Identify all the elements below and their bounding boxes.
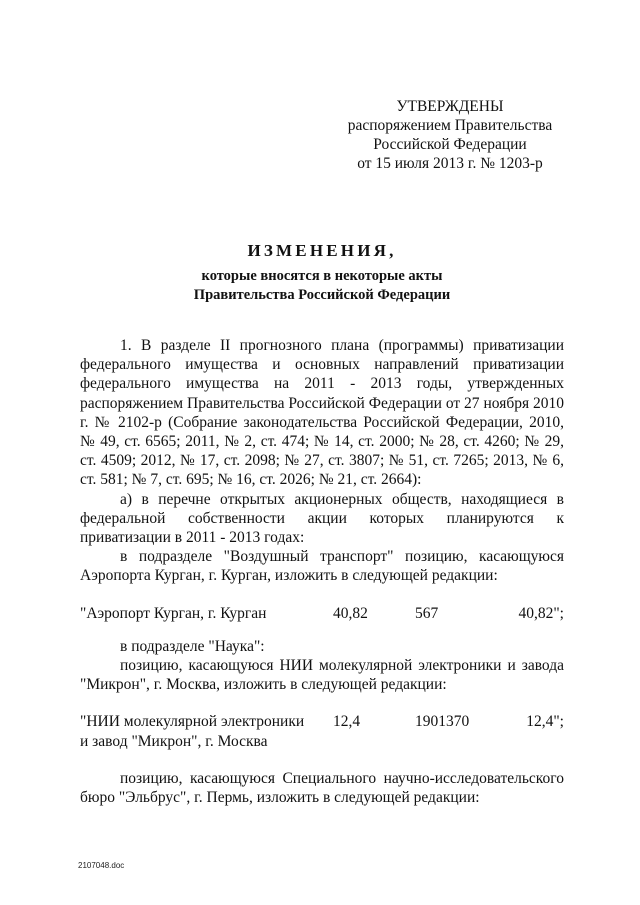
- approval-line-2: Российской Федерации: [373, 136, 527, 153]
- row-name: [80, 604, 310, 623]
- paragraph-3: в подразделе "Воздушный транспорт" позицию, касающуюся Аэропорта Курган, г. Курган, изложить в следующей редакции:: [80, 548, 564, 585]
- row-value-3: 12,4";: [526, 713, 564, 731]
- approval-line-1: распоряжением Правительства: [347, 117, 553, 134]
- document-title: ИЗМЕНЕНИЯ,: [247, 241, 397, 260]
- paragraph-1: 1. В разделе II прогнозного плана (программы) приватизации федерального имущества и основных направлений приватизации федерального имущества на 2011 - 2013 годы, утвержденных распоряжением Правительства Российской Федерации от 27 ноября 2010 г. № 2102-р (Собрание законодательства Российской Федерации, 2010, № 49, ст. 6565; 2011, № 2, ст. 474; № 14, ст. 2000; № 28, ст. 4260; № 29, ст. 4509; 2012, № 17, ст. 2098; № 27, ст. 3807; № 51, ст. 7265; 2013, № 6, ст. 581; № 7, ст. 695; № 16, ст. 2026; № 21, ст. 2664):: [80, 337, 564, 489]
- paragraph-6: позицию, касающуюся Специального научно-исследовательского бюро "Эльбрус", г. Пермь, изложить в следующей редакции:: [80, 769, 564, 807]
- subtitle-line-2: Правительства Российской Федерации: [193, 287, 451, 303]
- document-subtitle: [80, 267, 564, 305]
- row-value-1: 12,4: [333, 713, 361, 731]
- paragraph-2: а) в перечне открытых акционерных обществ, находящиеся в федеральной собственности акции которых планируются к приватизации в 2011 - 2013 годах:: [80, 490, 564, 547]
- paragraph-5: позицию, касающуюся НИИ молекулярной электроники и завода "Микрон", г. Москва, изложить в следующей редакции:: [80, 657, 564, 694]
- row-value-3: 40,82";: [518, 604, 564, 622]
- footer-filename: 2107048.doc: [78, 861, 125, 870]
- paragraph-4: в подразделе "Наука":: [120, 637, 265, 655]
- row-name-line-1: "НИИ молекулярной электроники: [80, 713, 305, 731]
- row-name: [80, 712, 310, 750]
- approval-block: [330, 97, 570, 173]
- row-value-2: 1901370: [415, 713, 470, 731]
- row-value-2: 567: [415, 604, 439, 622]
- row-value-1: 40,82: [333, 604, 368, 622]
- document-body: [80, 336, 564, 807]
- approval-title: УТВЕРЖДЕНЫ: [396, 98, 504, 115]
- table-row: [80, 604, 564, 623]
- table-row: [80, 712, 564, 750]
- approval-line-3: от 15 июля 2013 г. № 1203-р: [357, 155, 543, 172]
- subtitle-line-1: которые вносятся в некоторые акты: [201, 268, 443, 284]
- row-name-line-2: и завод "Микрон", г. Москва: [80, 732, 268, 750]
- row-name-line-1: "Аэропорт Курган, г. Курган: [80, 604, 267, 622]
